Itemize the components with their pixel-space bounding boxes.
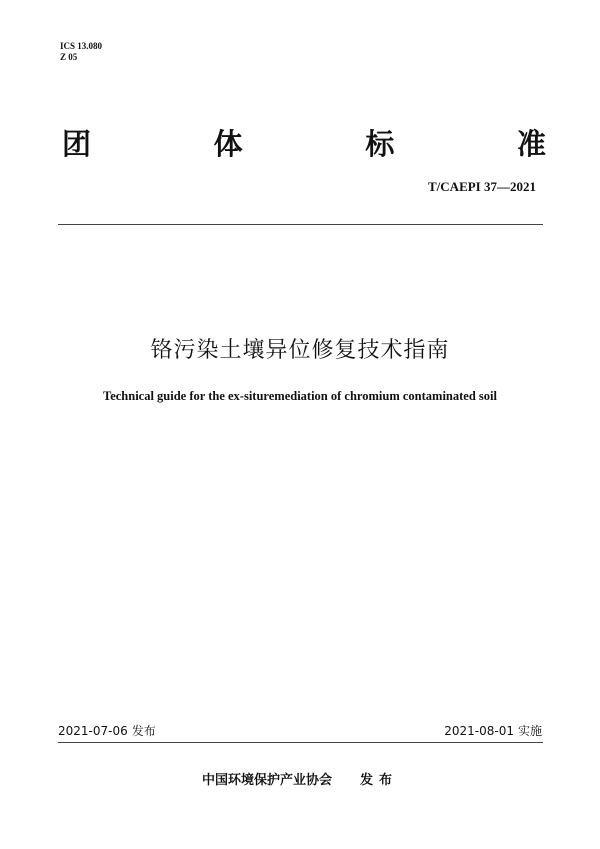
ccs-code: Z 05 — [60, 52, 78, 62]
standard-type-char: 体 — [213, 127, 243, 161]
document-title-chinese: 铬污染土壤异位修复技术指南 — [150, 338, 450, 363]
issue-date — [58, 723, 156, 739]
publisher — [0, 772, 600, 790]
document-title-english: Technical guide for the ex-situremediation of chromium contaminated soil — [103, 389, 497, 403]
ics-code: ICS 13.080 — [60, 41, 103, 51]
standard-type-heading — [62, 124, 546, 164]
standard-type-char: 团 — [62, 127, 92, 161]
issue-date-value: 2021-07-06 — [58, 724, 128, 738]
classification-codes — [60, 41, 102, 63]
publisher-action: 发布 — [360, 773, 399, 788]
issue-date-label: 发布 — [131, 724, 156, 738]
bottom-divider — [58, 742, 543, 743]
implementation-date — [444, 723, 542, 739]
implementation-date-value: 2021-08-01 — [444, 724, 514, 738]
standard-number: T/CAEPI 37—2021 — [428, 179, 536, 194]
implementation-date-label: 实施 — [517, 724, 542, 738]
standard-type-char: 准 — [516, 127, 546, 161]
top-divider — [58, 224, 543, 225]
standard-type-char: 标 — [365, 127, 395, 161]
publisher-name: 中国环境保护产业协会 — [201, 773, 332, 788]
